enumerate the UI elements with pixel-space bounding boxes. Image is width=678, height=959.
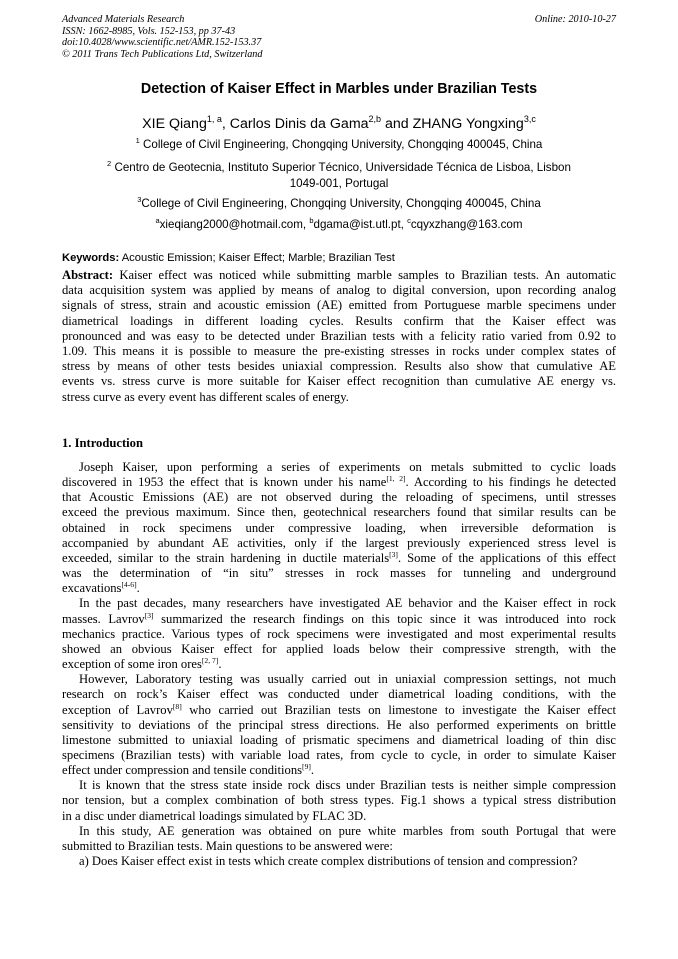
body-line: was the determination of “in situ” stresses in rock masses for tunneling and underground [62,566,616,581]
body-text: effect under compression and tensile conditions [62,763,303,778]
citation-mark: [2, 7] [201,656,219,666]
body-line: mechanics practice. Various types of rock specimens were investigated and most experimental results [62,626,616,641]
author-name: Carlos Dinis da Gama [225,116,369,132]
body-line: limestone submitted to uniaxial loading of prismatic specimens and diametrical loading of thin disc [62,732,616,747]
abstract-line: pronounced and was easy to be detected under Brazilian tests with a felicity ratio varied from 0.92 to [62,328,616,343]
citation-mark: [3] [144,610,154,620]
abstract-line: diametrical loadings in different loading cycles. Results confirm that the Kaiser effect was [62,313,616,328]
body-text: . Some of the applications of this effect [397,550,616,565]
body-line: In this study, AE generation was obtained on pure white marbles from south Portugal that were [79,823,616,838]
body-line: research on rock’s Kaiser effect was conducted under diametrical loading conditions, with the [62,687,616,702]
body-text: masses. Lavrov [62,611,145,626]
body-line: However, Laboratory testing was usually carried out in uniaxial compression settings, not much [79,672,616,687]
body-line [62,581,616,596]
email-text: cqyxzhang@163.com [410,218,523,231]
author-separator: and [381,116,413,132]
body-text: . [310,763,315,778]
body-line: Joseph Kaiser, upon performing a series of experiments on metals submitted to cyclic loads [79,460,616,474]
affiliation-text: Centro de Geotecnia, Instituto Superior Técnico, Universidade Técnica de Lisboa, Lisbon [111,161,571,174]
body-text: . [136,581,140,596]
body-text: exception of Lavrov [62,702,173,717]
body-line: that Acoustic Emissions (AE) are not observed during the reloading of specimens, until stresses [62,490,616,505]
citation-mark: [9] [302,762,311,772]
body-text: discovered in 1953 the effect that is known under his name [62,475,387,490]
body-line: specimens (Brazilian tests) with variable load rates, from cycle to cycle, in order to simulate Kaiser [62,747,616,762]
abstract [62,268,616,405]
body-line: In the past decades, many researchers have investigated AE behavior and the Kaiser effect in rock [79,596,616,611]
introduction-body [62,460,616,869]
body-line: sensitivity to deviations of the principal stress directions. He also performed experiments on brittle [62,717,616,732]
keywords-label: Keywords: [62,252,120,264]
affiliation-mark: 1 [135,136,140,145]
abstract-line: stress by means of other tests besides uniaxial compression. Results also show that cumulative AE [62,359,616,374]
copyright-line: © 2011 Trans Tech Publications Ltd, Switzerland [62,48,263,60]
author-name: ZHANG Yongxing [412,116,524,132]
citation-mark: [1, 2] [386,474,406,484]
citation-mark: [4-6] [121,580,137,590]
body-line [62,763,616,778]
body-text: who carried out Brazilian tests on limestone to investigate the Kaiser effect [181,702,617,717]
affiliation-mark: 3 [137,195,142,204]
body-text: exceeded, similar to the strain hardening in ductile materials [62,550,390,565]
journal-name: Advanced Materials Research [62,14,185,25]
author-name: XIE Qiang [142,116,207,132]
affiliation-text: College of Civil Engineering, Chongqing University, Chongqing 400045, China [141,197,541,210]
body-line [62,475,616,490]
body-line: It is known that the stress state inside rock discs under Brazilian tests is neither simple compression [79,778,616,793]
online-date: Online: 2010-10-27 [534,14,616,25]
author-affiliation-mark: 1, a [206,114,222,124]
body-line [62,703,616,718]
author-affiliation-mark: 3,c [523,114,536,124]
abstract-label: Abstract: [62,268,114,282]
body-line: exceed the previous maximum. Since then, geotechnical researchers found that similar results can be [62,505,616,520]
body-line [62,612,616,627]
body-line: nor tension, but a complex combination of both stress types. Fig.1 shows a typical stress distribution [62,793,616,808]
abstract-line: events vs. stress curve is more suitable for Kaiser effect recognition than cumulative AE energy vs. [62,374,616,389]
body-text: . According to his findings he detected [405,475,617,490]
author-affiliation-mark: 2,b [368,114,382,124]
email-text: xieqiang2000@hotmail.com, [159,218,310,231]
affiliation-1 [62,137,616,153]
abstract-line: Kaiser effect was noticed while submitting marble samples to Brazilian tests. An automatic [113,268,616,282]
affiliation-text: 1049-001, Portugal [289,177,389,190]
abstract-line: stress curve as every event has different scales of energy. [62,389,349,404]
body-line: submitted to Brazilian tests. Main questions to be answered were: [62,838,393,853]
paper-title: Detection of Kaiser Effect in Marbles under Brazilian Tests [140,81,538,97]
abstract-line: signals of stress, strain and acoustic emission (AE) emitted from Portuguese marble specimens under [62,298,616,313]
author-separator: , [221,116,226,132]
body-text: excavations [62,581,122,596]
abstract-line: data acquisition system was applied by means of analog to digital conversion, upon recording analog [62,283,616,298]
body-text: summarized the research findings on this topic since it was introduced into rock [153,611,617,626]
body-text: exception of some iron ores [62,657,202,672]
affiliation-3 [62,196,616,212]
author-emails [62,217,616,233]
author-list [62,116,616,132]
body-line [62,551,616,566]
body-line: in a disc under diametrical loadings simulated by FLAC 3D. [62,808,367,823]
citation-mark: [8] [172,701,182,711]
email-mark: c [407,216,411,225]
keywords-text: Acoustic Emission; Kaiser Effect; Marble; Brazilian Test [119,252,395,264]
body-line: obtained in rock specimens under compressive loading, when irreversible deformation is [62,520,616,535]
affiliation-text: College of Civil Engineering, Chongqing University, Chongqing 400045, China [139,138,543,151]
body-line: a) Does Kaiser effect exist in tests which create complex distributions of tension and compression? [79,854,578,869]
keywords [62,252,616,264]
affiliation-2 [62,160,616,192]
doi-line: doi:10.4028/www.scientific.net/AMR.152-153.37 [62,37,262,48]
email-mark: a [155,216,160,225]
email-text: dgama@ist.utl.pt, [313,218,408,231]
email-mark: b [309,216,314,225]
body-line [62,657,616,672]
abstract-line: 1.09. This means it is possible to measure the pre-existing stresses in rocks under complex states of [62,344,616,359]
running-header [62,14,616,60]
section-heading: 1. Introduction [62,436,143,450]
issn-line: ISSN: 1662-8985, Vols. 152-153, pp 37-43 [62,25,236,37]
citation-mark: [3] [389,549,398,559]
body-line: accompanied by abundant AE activities, only if the largest previously experienced stress level is [62,535,616,550]
affiliation-mark: 2 [107,159,112,168]
body-text: . [218,657,222,672]
body-line: showed an obvious Kaiser effect for applied loads below their compressive strength, with the [62,641,616,656]
